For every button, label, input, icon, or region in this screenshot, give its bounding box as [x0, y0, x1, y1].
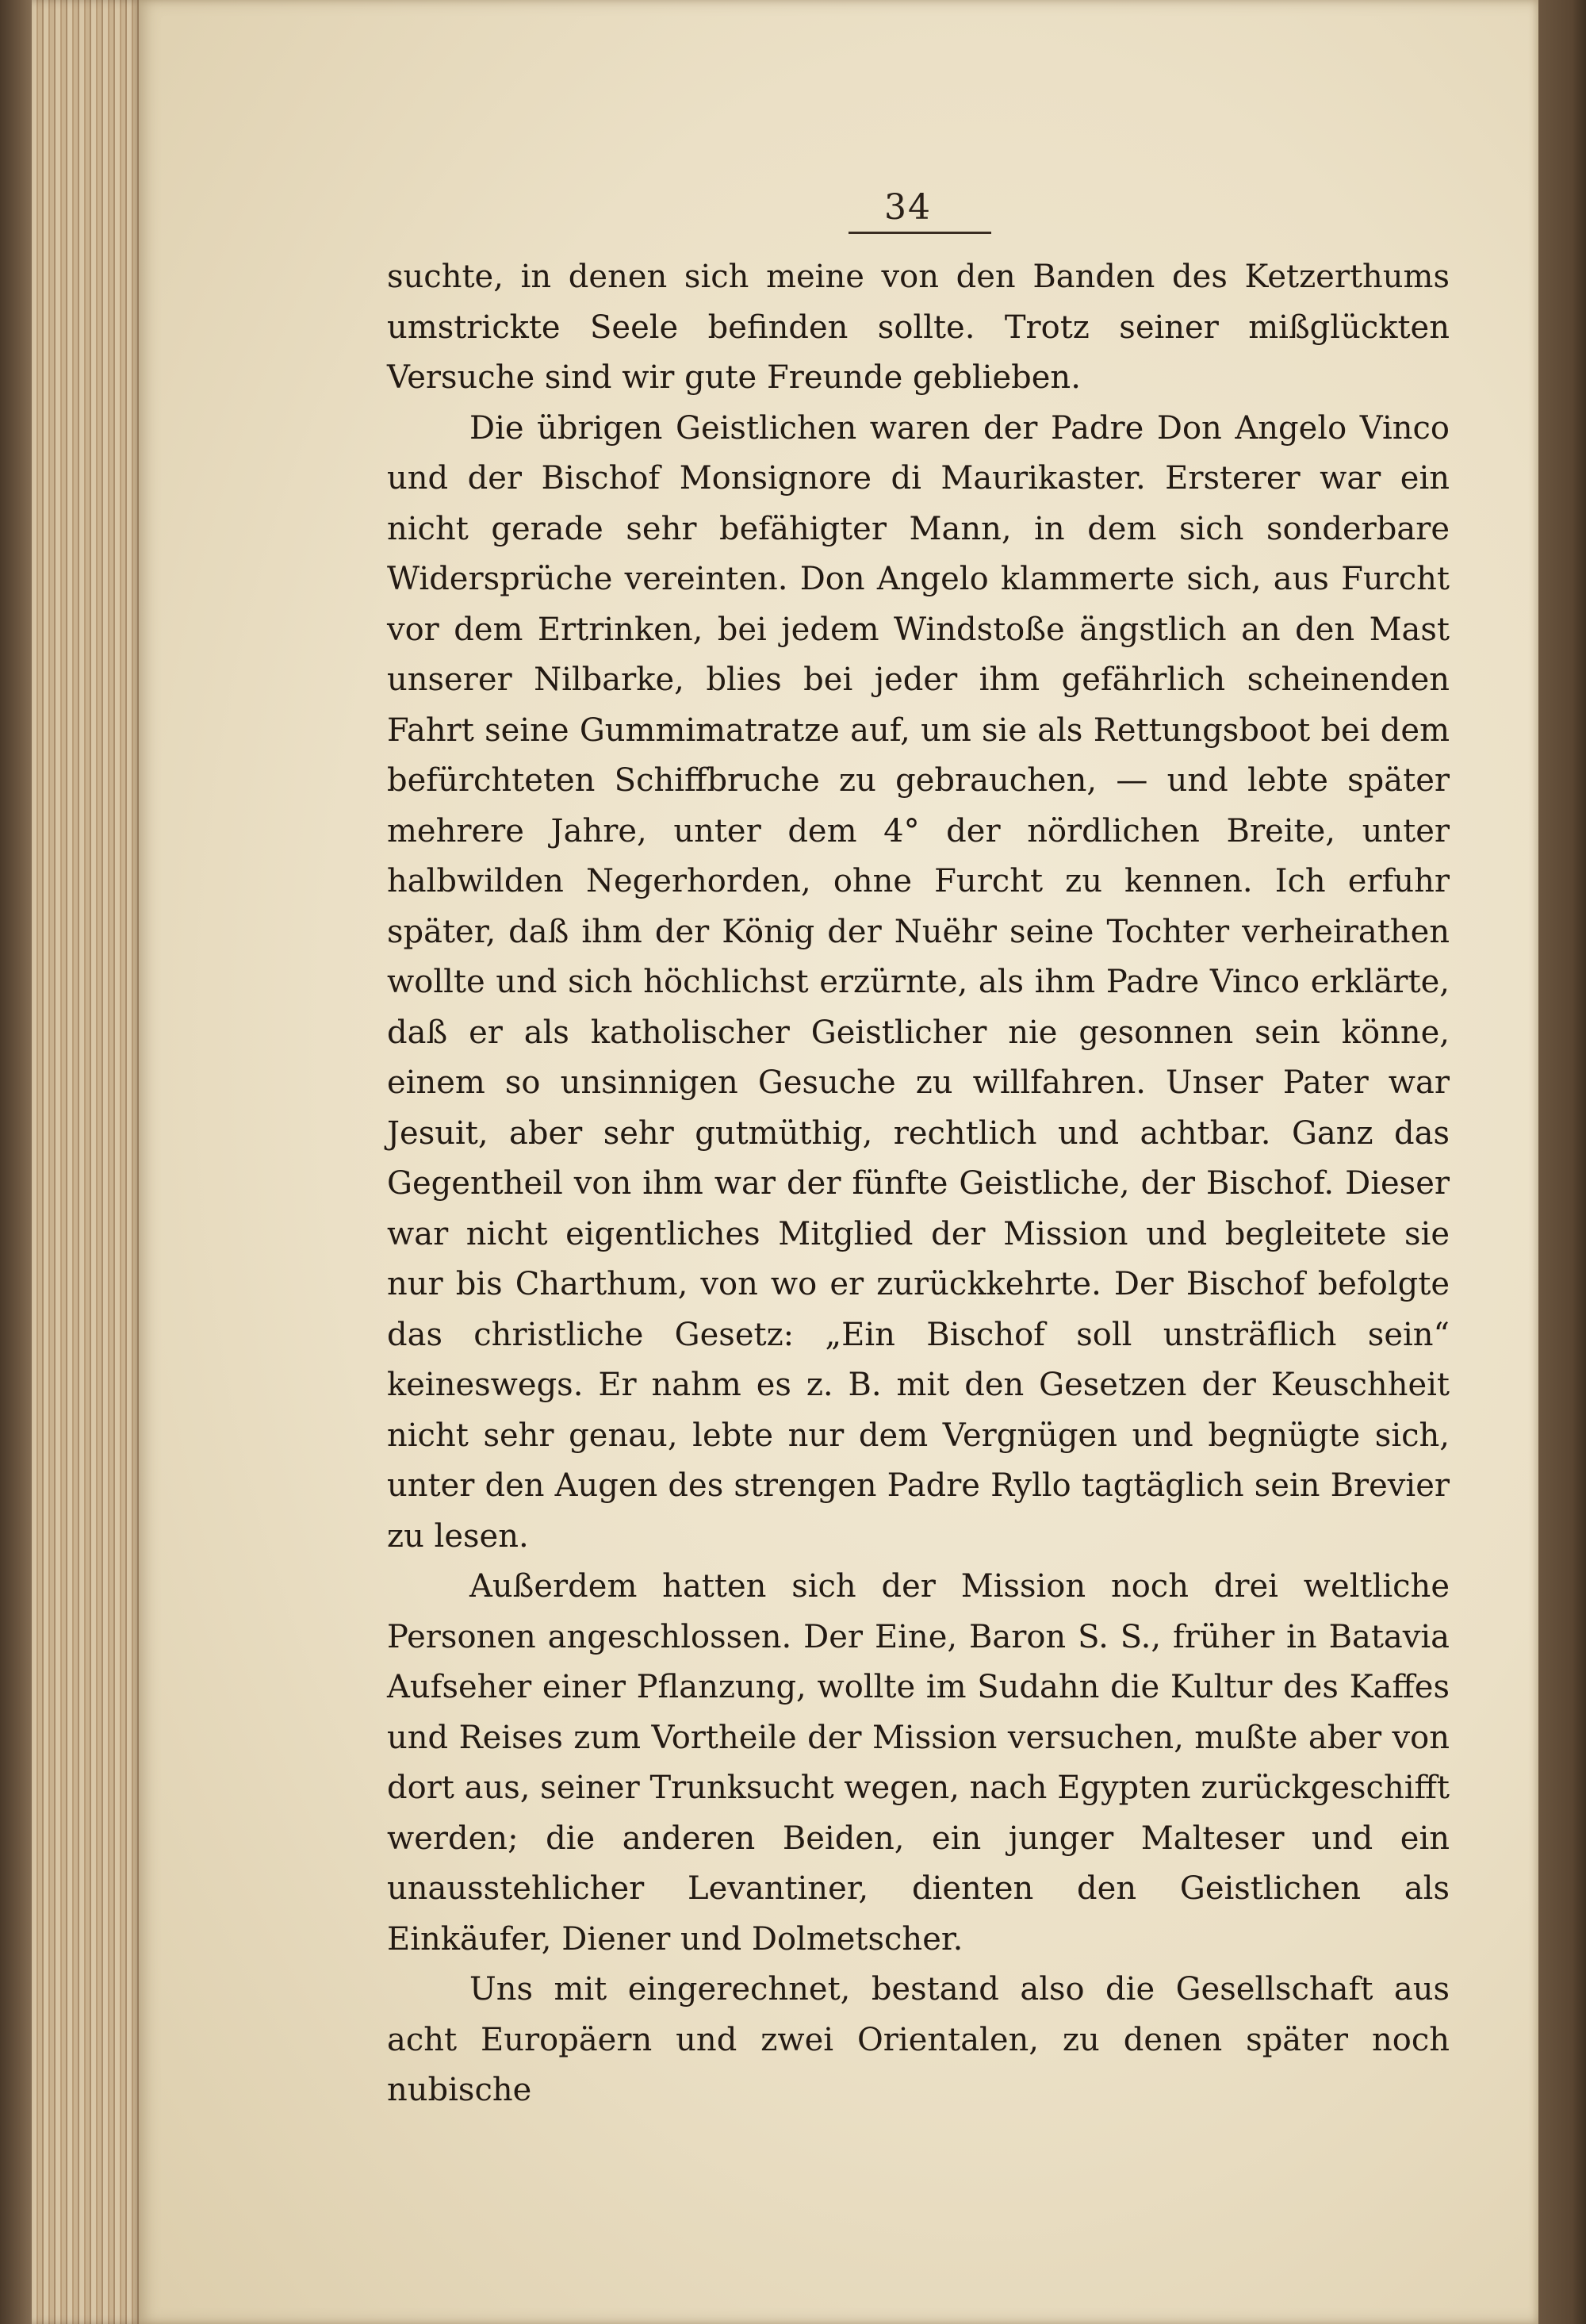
paragraph-1: suchte, in denen sich meine von den Banden des Ketzerthums umstrickte Seele befinden sollte. Trotz seiner mißglückten Versuche sind wir gute Freunde geblieben.: [387, 259, 1450, 396]
paragraph-3: Außerdem hatten sich der Mission noch drei weltliche Personen angeschlossen. Der Eine, Baron S. S., früher in Batavia Aufseher einer Pflanzung, wollte im Sudahn die Kultur des Kaffes und Reises zum Vortheile der Mission versuchen, mußte aber von dort aus, seiner Trunksucht wegen, nach Egypten zurückgeschifft werden; die anderen Beiden, ein junger Malteser und ein unausstehlicher Levantiner, dienten den Geistlichen als Einkäufer, Diener und Dolmetscher.: [387, 1568, 1450, 1958]
page-shadow: [1538, 0, 1586, 2324]
paragraph-2: Die übrigen Geistlichen waren der Padre Don Angelo Vinco und der Bischof Monsignore di Maurikaster. Ersterer war ein nicht gerade sehr befähigter Mann, in dem sich sonderbare Widersprüche vereinten. Don Angelo klammerte sich, aus Furcht vor dem Ertrinken, bei jedem Windstoße ängstlich an den Mast unserer Nilbarke, blies bei jeder ihm gefährlich scheinenden Fahrt seine Gummimatratze auf, um sie als Rettungsboot bei dem befürchteten Schiffbruche zu gebrauchen, — und lebte später mehrere Jahre, unter dem 4° der nördlichen Breite, unter halbwilden Negerhorden, ohne Furcht zu kennen. Ich erfuhr später, daß ihm der König der Nuëhr seine Tochter verheirathen wollte und sich höchlichst erzürnte, als ihm Padre Vinco erklärte, daß er als katholischer Geistlicher nie gesonnen sein könne, einem so unsinnigen Gesuche zu willfahren. Unser Pater war Jesuit, aber sehr gutmüthig, rechtlich und achtbar. Ganz das Gegentheil von ihm war der fünfte Geistliche, der Bischof. Dieser war nicht eigentliches Mitglied der Mission und begleitete sie nur bis Charthum, von wo er zurückkehrte. Der Bischof befolgte das christliche Gesetz: „Ein Bischof soll unsträflich sein“ keineswegs. Er nahm es z. B. mit den Gesetzen der Keuschheit nicht sehr genau, lebte nur dem Vergnügen und begnügte sich, unter den Augen des strengen Padre Ryllo tagtäglich sein Brevier zu lesen.: [387, 409, 1450, 1555]
page-number-rule: [849, 232, 991, 234]
page-number: 34: [884, 187, 932, 228]
body-text: [387, 252, 1450, 2116]
paragraph-4: Uns mit eingerechnet, bestand also die Gesellschaft aus acht Europäern und zwei Orientalen, zu denen später noch nubische: [387, 1971, 1450, 2108]
page-edges: [32, 0, 143, 2324]
